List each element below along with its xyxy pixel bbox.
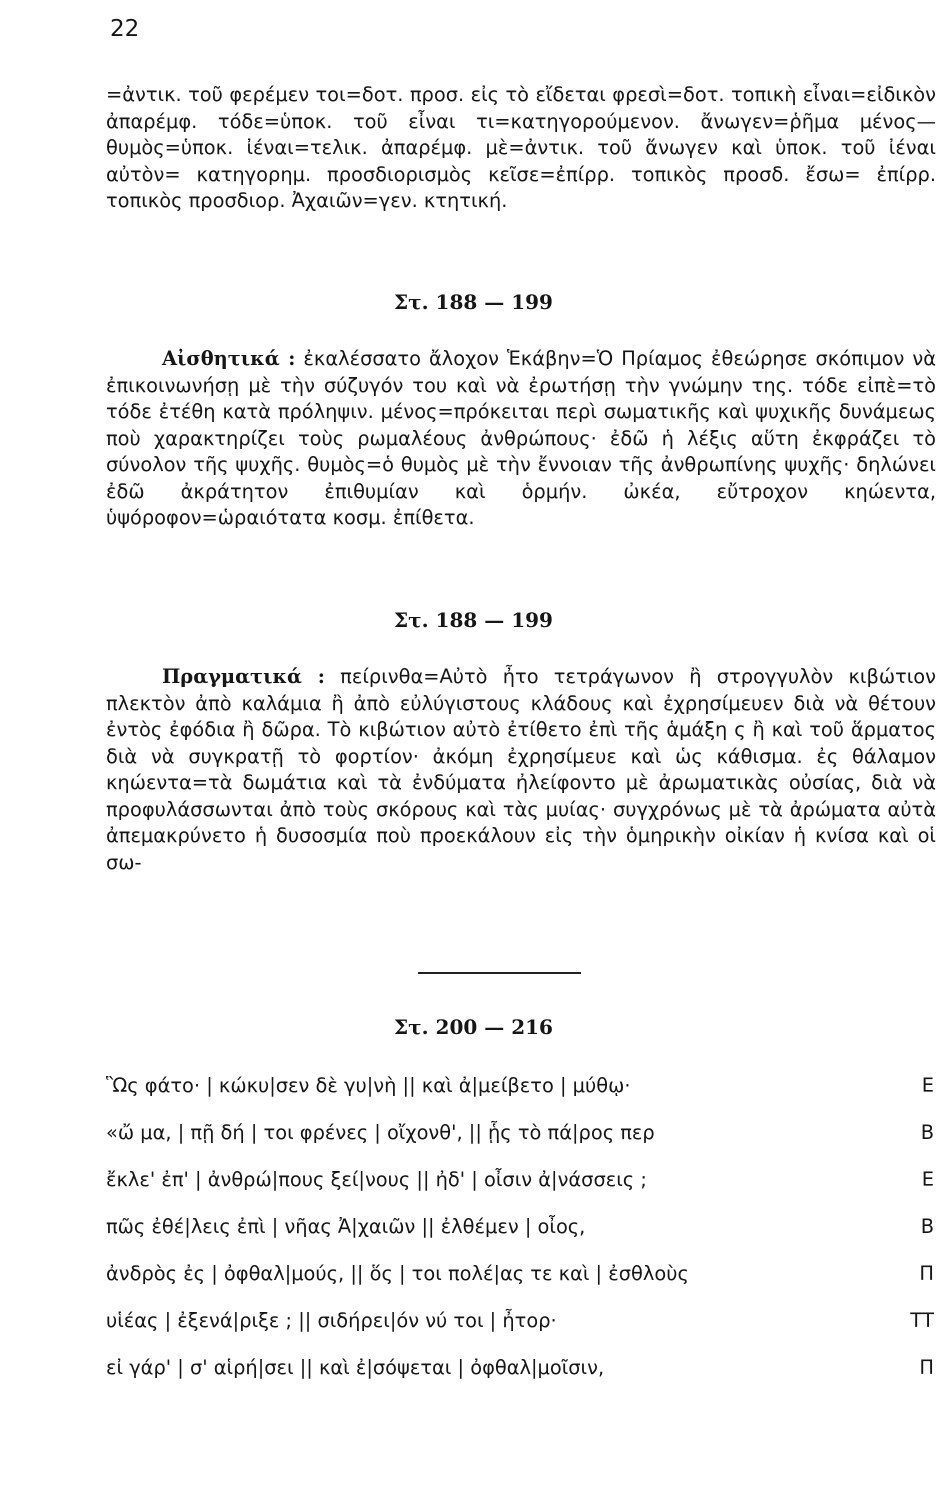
verse-text: υἱέας | ἐξενά|ριξε ; || σιδήρει|όν νύ τοι | ἦτορ· [106, 1309, 557, 1332]
page-number: 22 [110, 16, 140, 42]
verse-line [106, 1113, 936, 1153]
verse-line [106, 1254, 936, 1294]
verse-mark: Π [919, 1356, 934, 1379]
verse-mark: Β [920, 1121, 934, 1144]
verse-line [106, 1160, 936, 1200]
section-heading-verses: Στ. 200 — 216 [394, 1015, 553, 1039]
verse-mark: Ε [921, 1074, 934, 1097]
realia-body: πείρινθα=Αὐτὸ ἦτο τετράγωνον ἢ στρογγυλὸν κιβώτιον πλεκτὸν ἀπὸ καλάμια ἢ ἀπὸ εὐλύγιστους κλάδους καὶ ἐχρησίμευεν διὰ νὰ θέτουν ἐντὸς ἐφόδια ἢ δῶρα. Τὸ κιβώτιον αὐτὸ ἐτίθετο ἐπὶ τῆς ἁμάξη ς ἢ καὶ τοῦ ἅρματος διὰ νὰ συγκρατῇ τὸ φορτίον· ἀκόμη ἐχρησίμευε καὶ ὡς κάθισμα. ἐς θάλαμον κηώεντα=τὰ δωμάτια καὶ τὰ ἐνδύματα ἠλείφοντο μὲ ἀρωματικὰς οὐσίας, διὰ νὰ προφυλάσσωνται ἀπὸ τοὺς σκόρους καὶ τὰς μυίας· συγχρόνως μὲ τὰ ἀρώματα αὐτὰ ἀπεμακρύνετο ἡ δυσοσμία ποὺ προεκάλουν εἰς τὴν ὁμηρικὴν οἰκίαν ἡ κνίσα καὶ οἱ σω- [106, 665, 936, 874]
verse-text: «ὤ μα, | πῇ δή | τοι φρένες | οἴχονθ', || ᾗς τὸ πά|ρος περ [106, 1121, 655, 1144]
aesthetics-paragraph [106, 346, 936, 532]
verse-line [106, 1207, 936, 1247]
verse-line [106, 1348, 936, 1388]
verse-text: ἀνδρὸς ἐς | ὀφθαλ|μούς, || ὅς | τοι πολέ|ας τε καὶ | ἐσθλοὺς [106, 1262, 689, 1285]
realia-paragraph [106, 664, 936, 876]
verse-text: Ὣς φάτο· | κώκυ|σεν δὲ γυ|νὴ || καὶ ἀ|μείβετο | μύθῳ· [106, 1074, 631, 1097]
verse-mark: Ε [921, 1168, 934, 1191]
realia-lead: Πραγματικά : [162, 665, 325, 688]
verse-text: πῶς ἐθέ|λεις ἐπὶ | νῆας Ἀ|χαιῶν || ἐλθέμεν | οἶος, [106, 1215, 586, 1238]
grammar-notes: =ἀντικ. τοῦ φερέμεν τοι=δοτ. προσ. εἰς τὸ εἴδεται φρεσὶ=δοτ. τοπικὴ εἶναι=εἰδικὸν ἀπαρέμφ. τόδε=ὑποκ. τοῦ εἶναι τι=κατηγορούμενον. ἄνωγεν=ῥῆμα μένος—θυμὸς=ὑποκ. ἰέναι=τελικ. ἀπαρέμφ. μὲ=ἀντικ. τοῦ ἄνωγεν καὶ ὑποκ. τοῦ ἰέναι αὐτὸν= κατηγορημ. προσδιορισμὸς κεῖσε=ἐπίρρ. τοπικὸς προσδ. ἔσω= ἐπίρρ. τοπικὸς προσδιορ. Ἀχαιῶν=γεν. κτητική. [106, 83, 936, 212]
section-heading-aesthetics: Στ. 188 — 199 [394, 290, 553, 314]
verse-text: εἰ γάρ' | σ' αἱρή|σει || καὶ ἐ|σόψεται | ὀφθαλ|μοῖσιν, [106, 1356, 605, 1379]
aesthetics-lead: Αἰσθητικά : [162, 347, 296, 370]
verse-text: ἔκλε' ἐπ' | ἀνθρώ|πους ξεί|νους || ἠδ' | οἶσιν ἀ|νάσσεις ; [106, 1168, 647, 1191]
verse-line [106, 1301, 936, 1341]
verse-mark: Β [920, 1215, 934, 1238]
verse-line [106, 1066, 936, 1106]
section-heading-realia: Στ. 188 — 199 [394, 608, 553, 632]
section-divider [418, 972, 581, 974]
aesthetics-body: ἐκαλέσσατο ἄλοχον Ἑκάβην=Ὁ Πρίαμος ἐθεώρησε σκόπιμον νὰ ἐπικοινωνήσῃ μὲ τὴν σύζυγόν του καὶ νὰ ἐρωτήσῃ τὴν γνώμην της. τόδε εἰπὲ=τὸ τόδε ἐτέθη κατὰ πρόληψιν. μένος=πρόκειται περὶ σωματικῆς καὶ ψυχικῆς δυνάμεως ποὺ χαρακτηρίζει τοὺς ρωμαλέους ἀνθρώπους· ἐδῶ ἡ λέξις αὕτη ἐκφράζει τὸ σύνολον τῆς ψυχῆς. θυμὸς=ὁ θυμὸς μὲ τὴν ἔννοιαν τῆς ἀνθρωπίνης ψυχῆς· δηλώνει ἐδῶ ἀκράτητον ἐπιθυμίαν καὶ ὁρμήν. ὠκέα, εὔτροχον κηώεντα, ὑψόροφον=ὡραιότατα κοσμ. ἐπίθετα. [106, 347, 936, 529]
verse-mark: ΤΤ [910, 1309, 934, 1332]
verse-mark: Π [919, 1262, 934, 1285]
